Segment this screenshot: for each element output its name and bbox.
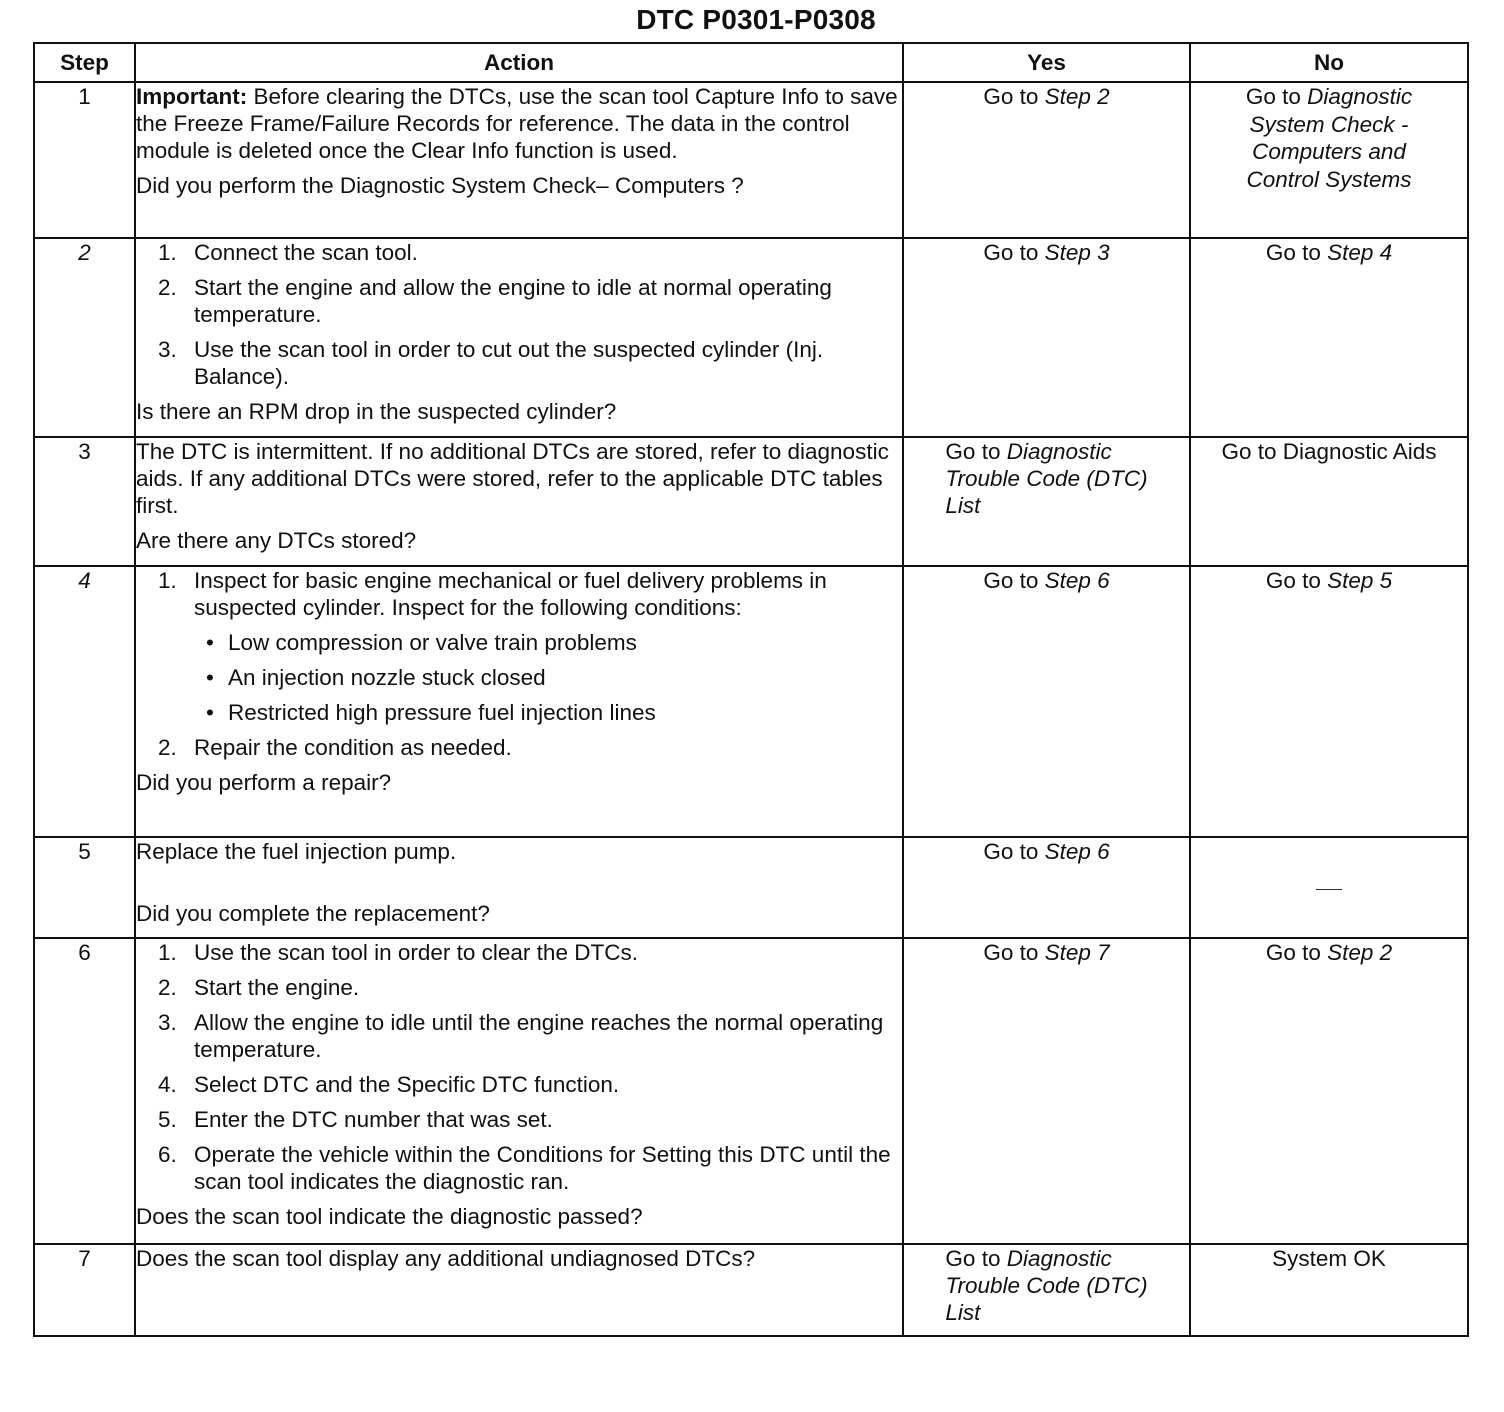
- important-label: Important:: [136, 84, 248, 109]
- list-item: 6. Operate the vehicle within the Conditions for Setting this DTC until the scan tool indicates the diagnostic ran.: [158, 1142, 891, 1194]
- goto-link[interactable]: Computers and: [1252, 139, 1406, 164]
- goto-link[interactable]: Step 5: [1327, 568, 1393, 593]
- table-row: [34, 837, 1468, 938]
- list-item: • Low compression or valve train problems: [194, 629, 902, 656]
- header-yes: Yes: [903, 43, 1190, 82]
- header-no: No: [1190, 43, 1468, 82]
- no-cell: [1190, 437, 1468, 566]
- goto-prefix: Go to: [1265, 568, 1321, 593]
- goto-prefix: Go to: [983, 240, 1039, 265]
- list-item: 2. Repair the condition as needed.: [158, 735, 512, 760]
- goto-block: [945, 1245, 1147, 1326]
- action-cell: [135, 837, 903, 938]
- action-cell: [135, 238, 903, 437]
- list-item: 2. Start the engine and allow the engine to idle at normal operating temperature.: [158, 275, 832, 327]
- list-item: 2. Start the engine.: [158, 975, 360, 1000]
- action-cell: [135, 82, 903, 238]
- goto-prefix: Go to: [945, 439, 1001, 464]
- goto-link[interactable]: Step 2: [1327, 940, 1393, 965]
- goto-link[interactable]: Step 6: [1044, 839, 1110, 864]
- table-row: [34, 82, 1468, 238]
- procedure-list: [136, 239, 902, 390]
- goto-prefix: Go to: [1265, 240, 1321, 265]
- list-item: 1. Connect the scan tool.: [158, 240, 418, 265]
- table-row: [34, 566, 1468, 837]
- question-text: Did you complete the replacement?: [136, 901, 490, 926]
- header-step: Step: [34, 43, 135, 82]
- table-row: [34, 1244, 1468, 1336]
- goto-link[interactable]: List: [945, 1300, 981, 1325]
- goto-link[interactable]: Step 7: [1044, 940, 1110, 965]
- important-text: Before clearing the DTCs, use the scan tool Capture Info to save the Freeze Frame/Failure Records for reference. The data in the control module is deleted once the Clear Info function is used.: [136, 84, 898, 163]
- list-item: 3. Allow the engine to idle until the engine reaches the normal operating temperature.: [158, 1010, 884, 1062]
- procedure-list: [136, 567, 902, 761]
- yes-cell: [903, 566, 1190, 837]
- action-cell: [135, 1244, 903, 1336]
- no-cell: [1190, 1244, 1468, 1336]
- step-number: 1: [34, 82, 135, 238]
- procedure-list: [136, 939, 902, 1195]
- system-ok-text: System OK: [1272, 1246, 1386, 1271]
- goto-prefix: Go to: [983, 568, 1039, 593]
- goto-link[interactable]: Go to Diagnostic Aids: [1221, 439, 1437, 464]
- step-number: 2: [34, 238, 135, 437]
- goto-link[interactable]: Step 6: [1044, 568, 1110, 593]
- table-row: [34, 238, 1468, 437]
- condition-list: [194, 629, 902, 726]
- action-text: The DTC is intermittent. If no additional DTCs are stored, refer to diagnostic aids. If any additional DTCs were stored, refer to the applicable DTC tables first.: [136, 439, 889, 518]
- goto-link[interactable]: Trouble Code (DTC): [945, 1273, 1148, 1298]
- yes-cell: [903, 238, 1190, 437]
- action-text: Replace the fuel injection pump.: [136, 839, 457, 864]
- yes-cell: [903, 437, 1190, 566]
- goto-prefix: Go to: [1245, 84, 1301, 109]
- question-text: Did you perform the Diagnostic System Check– Computers ?: [136, 173, 744, 198]
- yes-cell: [903, 1244, 1190, 1336]
- yes-cell: [903, 837, 1190, 938]
- page-title: DTC P0301-P0308: [636, 4, 876, 35]
- no-cell: [1190, 238, 1468, 437]
- action-cell: [135, 938, 903, 1244]
- no-cell: [1190, 938, 1468, 1244]
- important-note: [136, 83, 902, 164]
- goto-link[interactable]: Step 3: [1044, 240, 1110, 265]
- question-text: Are there any DTCs stored?: [136, 528, 417, 553]
- list-item: 1. Inspect for basic engine mechanical or fuel delivery problems in suspected cylinder. Inspect for the following conditions: • Low compression or valve train problems • An injection nozzle stuck closed • Restricted high pressure fuel injection lines: [136, 567, 902, 726]
- goto-link[interactable]: System Check -: [1249, 111, 1409, 137]
- question-text: Does the scan tool indicate the diagnostic passed?: [136, 1204, 643, 1229]
- question-text: Is there an RPM drop in the suspected cylinder?: [136, 399, 617, 424]
- goto-link[interactable]: Control Systems: [1246, 166, 1412, 192]
- step-number: 6: [34, 938, 135, 1244]
- goto-prefix: Go to: [945, 1246, 1001, 1271]
- goto-prefix: Go to: [1265, 940, 1321, 965]
- goto-link[interactable]: Step 4: [1327, 240, 1393, 265]
- goto-prefix: Go to: [983, 84, 1039, 109]
- step-number: 3: [34, 437, 135, 566]
- diagnostic-table: [33, 42, 1469, 1337]
- goto-prefix: Go to: [983, 940, 1039, 965]
- goto-link[interactable]: List: [945, 493, 981, 518]
- step-number: 4: [34, 566, 135, 837]
- table-row: [34, 437, 1468, 566]
- goto-link[interactable]: Diagnostic: [1006, 439, 1112, 464]
- step-number: 7: [34, 1244, 135, 1336]
- goto-link[interactable]: Diagnostic: [1006, 1246, 1112, 1271]
- list-item: 5. Enter the DTC number that was set.: [158, 1107, 553, 1132]
- list-item: 4. Select DTC and the Specific DTC function.: [158, 1072, 620, 1097]
- list-item: 3. Use the scan tool in order to cut out the suspected cylinder (Inj. Balance).: [158, 337, 824, 389]
- no-cell: [1190, 837, 1468, 938]
- goto-link[interactable]: Step 2: [1044, 84, 1110, 109]
- yes-cell: [903, 82, 1190, 238]
- goto-link[interactable]: Diagnostic: [1307, 84, 1413, 109]
- action-cell: [135, 566, 903, 837]
- step-number: 5: [34, 837, 135, 938]
- list-item: 1. Use the scan tool in order to clear the DTCs.: [158, 940, 638, 965]
- no-cell: [1190, 566, 1468, 837]
- empty-dash: [1316, 889, 1342, 890]
- list-item: • An injection nozzle stuck closed: [194, 664, 902, 691]
- table-row: [34, 938, 1468, 1244]
- goto-prefix: Go to: [983, 839, 1039, 864]
- action-cell: [135, 437, 903, 566]
- list-item: • Restricted high pressure fuel injection lines: [194, 699, 902, 726]
- header-row: [34, 43, 1468, 82]
- yes-cell: [903, 938, 1190, 1244]
- no-cell: [1190, 82, 1468, 238]
- question-text: Does the scan tool display any additional undiagnosed DTCs?: [136, 1246, 756, 1271]
- question-text: Did you perform a repair?: [136, 770, 392, 795]
- goto-link[interactable]: Trouble Code (DTC): [945, 466, 1148, 491]
- goto-block: [945, 438, 1147, 519]
- header-action: Action: [135, 43, 903, 82]
